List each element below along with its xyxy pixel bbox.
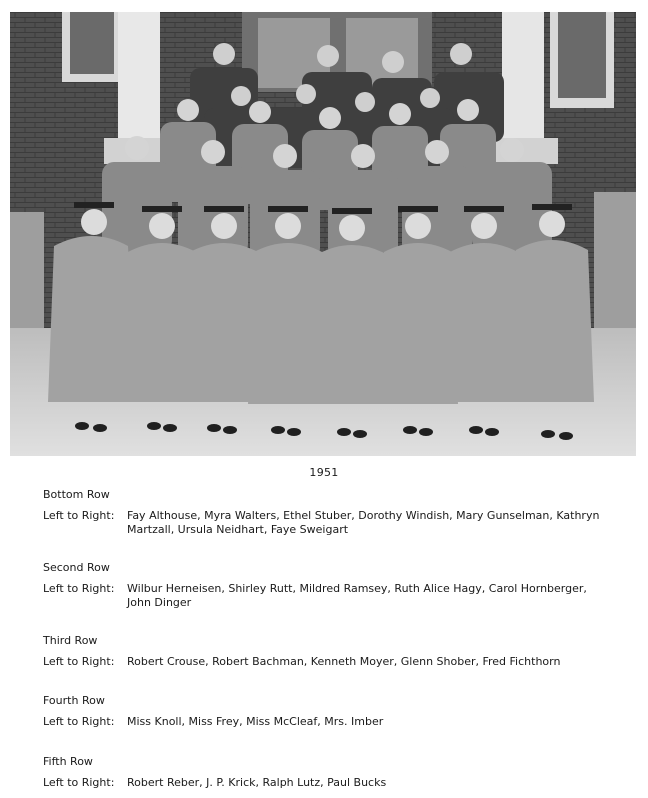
- caption-third-row: [43, 634, 633, 669]
- row-prefix: Left to Right:: [43, 776, 115, 789]
- row-names: Robert Reber, J. P. Krick, Ralph Lutz, Paul Bucks: [127, 776, 387, 789]
- row-names: Robert Crouse, Robert Bachman, Kenneth Moyer, Glenn Shober, Fred Fichthorn: [127, 655, 561, 668]
- caption-fifth-row: [43, 755, 633, 790]
- row-prefix: Left to Right:: [43, 509, 115, 522]
- caption-bottom-row: [43, 488, 633, 537]
- row-title: Second Row: [43, 561, 110, 574]
- caption-second-row: [43, 561, 633, 610]
- row-prefix: Left to Right:: [43, 715, 115, 728]
- photo-year: 1951: [309, 466, 339, 479]
- row-title: Bottom Row: [43, 488, 110, 501]
- row-title: Fifth Row: [43, 755, 93, 768]
- row-title: Third Row: [43, 634, 98, 647]
- caption-fourth-row: [43, 694, 633, 729]
- row-prefix: Left to Right:: [43, 655, 115, 668]
- row-names: Fay Althouse, Myra Walters, Ethel Stuber, Dorothy Windish, Mary Gunselman, Kathryn Martzall, Ursula Neidhart, Faye Sweigart: [127, 509, 600, 536]
- row-names: Wilbur Herneisen, Shirley Rutt, Mildred Ramsey, Ruth Alice Hagy, Carol Hornberger, John Dinger: [127, 582, 587, 609]
- row-names: Miss Knoll, Miss Frey, Miss McCleaf, Mrs. Imber: [127, 715, 384, 728]
- row-prefix: Left to Right:: [43, 582, 115, 595]
- class-photo: [10, 12, 636, 456]
- row-title: Fourth Row: [43, 694, 105, 707]
